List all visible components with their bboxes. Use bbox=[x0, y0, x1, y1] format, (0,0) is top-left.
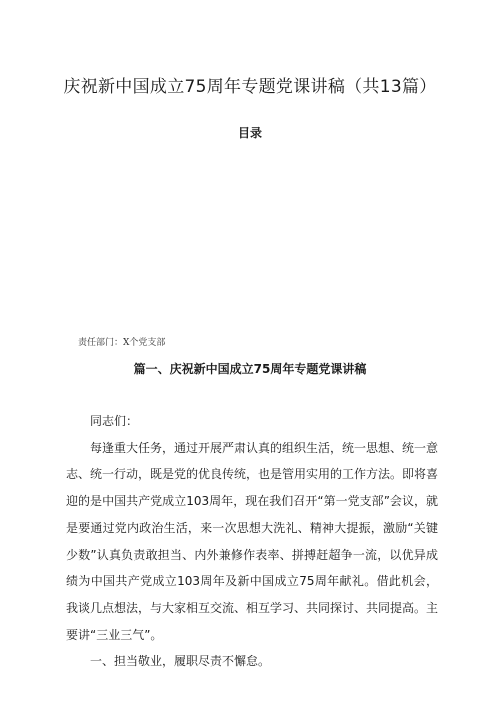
section-heading: 一、担当敬业，履职尽责不懈怠。 bbox=[90, 654, 271, 669]
speech-body bbox=[66, 408, 438, 675]
chapter-title: 篇一、庆祝新中国成立75周年专题党课讲稿 bbox=[133, 362, 367, 376]
paragraph: 每逢重大任务，通过开展严肃认真的组织生活，统一思想、统一意志、统一行动，既是党的优良传统，也是管用实用的工作方法。即将喜迎的是中国共产党成立103周年，现在我们召开“第一党支部”会议，就是要通过党内政治生活，来一次思想大洗礼、精神大提振，激励“关键少数”认真负责敢担当、内外兼修作表率、拼搏赶超争一流，以优异成绩为中国共产党成立103周年及新中国成立75周年献礼。借此机会，我谈几点想法，与大家相互交流、相互学习、共同探讨、共同提高。主要讲“三业三气”。 bbox=[66, 440, 439, 642]
toc-heading: 目录 bbox=[237, 126, 262, 140]
department-line: 责任部门：X个党支部 bbox=[78, 338, 166, 348]
greeting: 同志们： bbox=[90, 414, 139, 428]
document-title: 庆祝新中国成立75周年专题党课讲稿（共13篇） bbox=[63, 77, 437, 97]
